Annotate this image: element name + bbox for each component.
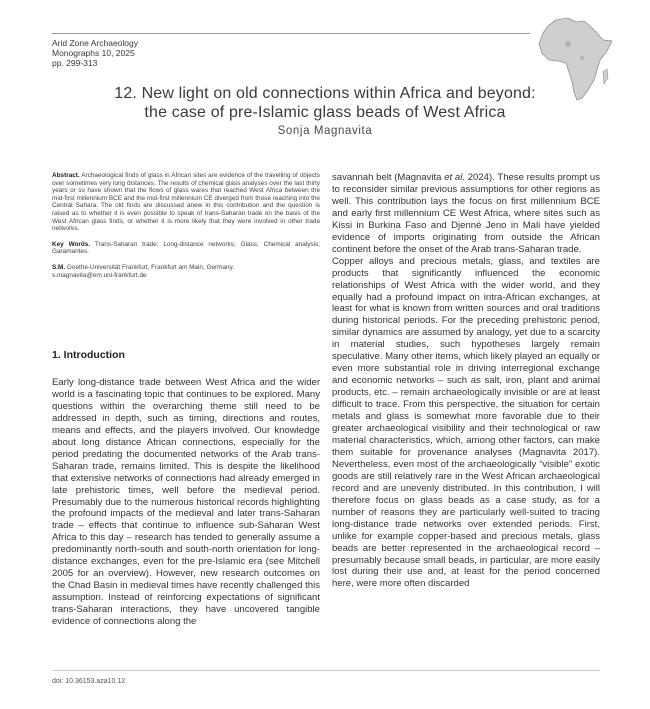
section-heading-introduction: 1. Introduction	[52, 349, 125, 361]
series-pages: pp. 299-313	[52, 58, 98, 68]
series-volume: Monographs 10, 2025	[52, 48, 135, 58]
intro-paragraph-2: Copper alloys and precious metals, glass, and textiles are products that significantly influenced the economic relationships of West Africa with the wider world, and they equally had a profound impact on intra-African exchanges, at least for what is known from written sources and oral traditions during historical periods. For the preceding prehistoric period, similar dynamics are assumed by analogy, yet due to a scarcity in material studies, such hypotheses largely remain speculative. Many other items, which likely played an equally or even more substantial role in driving interregional exchange and economic networks – such as salt, iron, plant and animal products, etc. – remain archaeologically invisible or are at least difficult to trace. From this perspective, the situation for certain metals and glass is somewhat more favorable due to their greater archaeological visibility and their technological or raw material characteristics, which, among other factors, can make them suitable for provenance analyses (Magnavita 2017). Nevertheless, even most of the archaeologically “visible” exotic goods are still relatively rare in the West African archaeological record and are unevenly distributed. In this contribution, I will therefore focus on glass beads as a case study, as for a number of reasons they are particularly well-suited to tracing long-distance trade networks over extended periods. First, unlike for example copper-based and precious metals, glass beads are better represented in the archaeological record – presumably because small beads, in particular, are more easily lost during their use and, at least for the period concerned here, were more often discarded	[332, 255, 600, 590]
affiliation-text: Goethe-Universität Frankfurt, Frankfurt am Main, Germany.	[66, 263, 235, 271]
right-column-body	[332, 172, 600, 590]
header-rule	[52, 33, 530, 34]
footer-rule	[52, 670, 600, 671]
left-column-body	[52, 377, 320, 628]
abstract	[52, 172, 320, 233]
front-matter	[52, 172, 320, 287]
title-line-2: the case of pre-Islamic glass beads of West Africa	[144, 104, 506, 121]
intro-paragraph-continued	[332, 172, 600, 256]
para-etal: et al.	[444, 172, 465, 183]
series-title: Arid Zone Archaeology	[52, 38, 138, 48]
abstract-label: Abstract.	[52, 172, 80, 179]
article-title	[60, 84, 590, 122]
author-name: Sonja Magnavita	[277, 125, 373, 137]
author-email: s.magnavita@em.uni-frankfurt.de	[52, 271, 147, 279]
affiliation	[52, 264, 320, 279]
intro-paragraph-1: Early long-distance trade between West Africa and the wider world is a fascinating topic that continues to be explored. Many questions within the overarching theme still need to be addressed in depth, such as timing, directions and routes, means and effects, and the players involved. Our knowledge about long distance African connections, especially for the period predating the documented networks of the Arab trans-Saharan trade, remains limited. This is despite the likelihood that extensive networks of connections had already emerged in late prehistoric times, well before the medieval period. Presumably due to the numerous historical records highlighting the profound impacts of the medieval and later trans-Saharan trade – effects that continue to influence sub-Saharan West Africa to this day – research has tended to generally assume a predominantly north-south and south-north orientation for long-distance exchanges, even for the pre-Islamic era (see Mitchell 2005 for an overview). However, new research outcomes on the Chad Basin in medieval times have recently challenged this assumption. Instead of reinforcing expectations of significant trans-Saharan interactions, they have uncovered tangible evidence of connections along the	[52, 377, 320, 628]
title-line-1: 12. New light on old connections within Africa and beyond:	[114, 85, 536, 102]
para-text-b: 2024). These results prompt us to reconsider similar previous assumptions for other regions as well. This contribution lays the focus on first millennium BCE and early first millennium CE West Africa, where sites such as Kissi in Burkina Faso and Djenné Jeno in Mali have yielded evidence of imports originating from outside the African continent before the onset of the Arab trans-Saharan trade.	[332, 172, 600, 255]
abstract-text: Archaeological finds of glass in African sites are evidence of the travelling of objects over sometimes very long distances. The results of chemical glass analyses over the last thirty years or so have shown that the flows of glass wares that reached West Africa between the mid-first millennium BCE and the mid-first millennium CE diverged from those reaching into the Central Sahara. The old finds are discussed anew in this contribution and the question is raised as to whether it is even possible to speak of trans-Saharan trade on the basis of the West African glass finds, or whether it is more likely that they were involved in other trade networks.	[52, 172, 320, 233]
keywords	[52, 241, 320, 256]
affiliation-label: S.M.	[52, 263, 66, 271]
keywords-text: Trans-Saharan trade; Long-distance networks; Glass; Chemical analysis; Garamantes.	[52, 240, 320, 256]
keywords-label: Key Words.	[52, 240, 91, 248]
para-text-a: savannah belt (Magnavita	[332, 172, 445, 183]
doi: doi: 10.36153.aza10.12	[52, 678, 126, 685]
series-info	[52, 38, 138, 68]
